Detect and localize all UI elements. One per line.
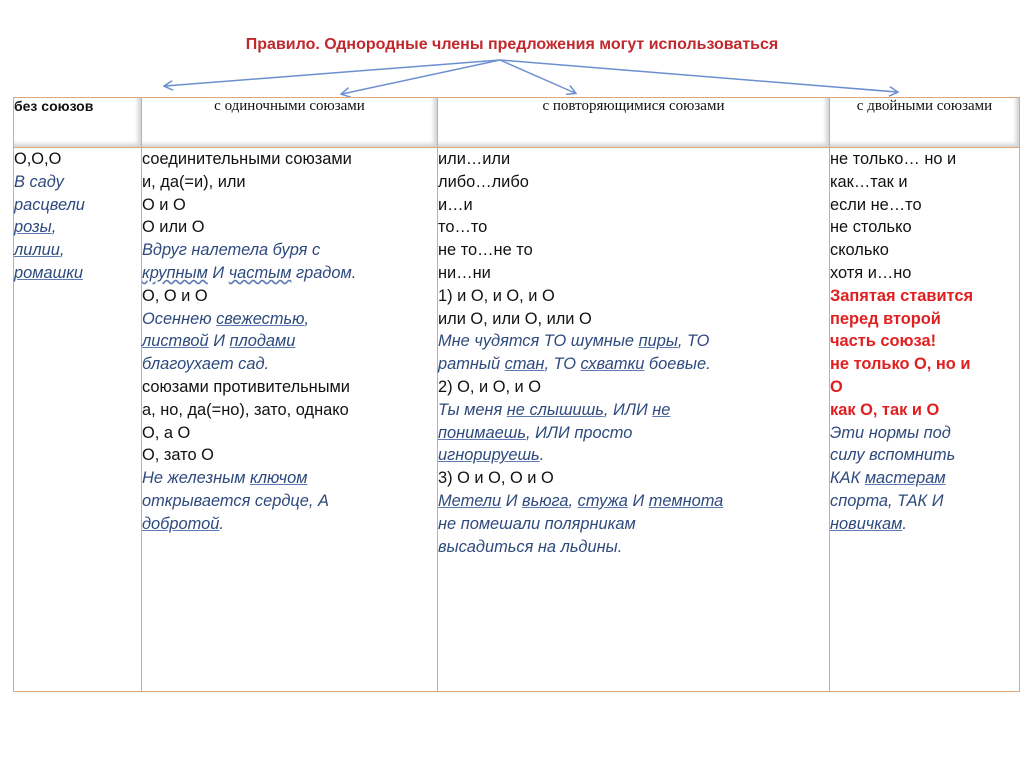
- text-segment: не помешали полярникам: [438, 514, 636, 533]
- text-line: [438, 513, 829, 536]
- text-segment: игнорируешь: [438, 446, 540, 465]
- header-double-conjunctions: с двойными союзами: [830, 98, 1020, 148]
- text-segment: темнота: [648, 491, 724, 510]
- text-line: [142, 330, 437, 353]
- page-title: Правило. Однородные члены предложения могут использоваться: [245, 36, 779, 53]
- text-segment: Мне чудятся ТО шумные: [438, 332, 639, 351]
- text-line: [142, 194, 437, 217]
- text-segment: понимаешь: [438, 423, 526, 442]
- text-segment: не: [652, 400, 671, 419]
- text-line: [438, 330, 829, 353]
- text-segment: О,О,О: [14, 150, 62, 168]
- text-segment: открывается сердце, А: [142, 491, 329, 510]
- text-segment: .: [219, 514, 224, 533]
- cell-no-conjunctions: [14, 148, 142, 692]
- text-segment: И: [501, 491, 523, 510]
- text-segment: благоухает сад.: [142, 355, 270, 374]
- text-segment: Эти нормы под: [830, 423, 951, 442]
- text-line: [142, 490, 437, 513]
- text-segment: розы: [14, 218, 52, 237]
- text-line: [830, 399, 1019, 422]
- text-line: [142, 422, 437, 445]
- header-single-conjunctions: с одиночными союзами: [142, 98, 438, 148]
- text-segment: 3) О и О, О и О: [438, 469, 554, 488]
- text-segment: О и О: [142, 195, 186, 214]
- text-segment: или О, или О, или О: [438, 309, 592, 328]
- text-line: [438, 171, 829, 194]
- text-line: [830, 330, 1019, 353]
- text-line: [438, 148, 829, 171]
- text-line: [142, 171, 437, 194]
- text-line: [438, 422, 829, 445]
- text-line: [438, 536, 829, 559]
- text-segment: лилии: [14, 241, 60, 260]
- text-segment: не только О, но и: [830, 355, 971, 374]
- text-line: [142, 467, 437, 490]
- text-segment: , ИЛИ просто: [525, 423, 633, 442]
- text-segment: стужа: [577, 491, 628, 510]
- text-line: [830, 262, 1019, 285]
- text-segment: ратный: [438, 355, 505, 374]
- text-line: [438, 216, 829, 239]
- text-line: [830, 444, 1019, 467]
- text-line: [142, 513, 437, 536]
- text-line: [438, 376, 829, 399]
- text-line: [142, 353, 437, 376]
- text-segment: высадиться на льдины.: [438, 537, 623, 556]
- text-segment: либо…либо: [438, 172, 529, 191]
- text-segment: частым: [228, 263, 292, 282]
- arrow-2: [342, 60, 500, 94]
- text-segment: И: [627, 491, 649, 510]
- text-segment: .: [539, 446, 545, 465]
- text-line: [830, 513, 1019, 536]
- text-segment: крупным: [142, 263, 208, 282]
- text-segment: не только… но и: [830, 150, 957, 168]
- header-no-conjunctions: без союзов: [14, 98, 142, 148]
- text-line: [14, 239, 141, 262]
- text-segment: 2) О, и О, и О: [438, 377, 542, 396]
- text-segment: ,: [568, 491, 578, 510]
- cell-double-conjunctions: [830, 148, 1020, 692]
- content-row: [14, 148, 1020, 692]
- text-segment: ромашки: [14, 263, 84, 282]
- arrow-1: [165, 60, 500, 86]
- text-line: [438, 239, 829, 262]
- text-segment: , ТО: [544, 355, 581, 374]
- text-line: [830, 239, 1019, 262]
- text-segment: соединительными союзами: [142, 150, 352, 168]
- text-segment: расцвели: [14, 195, 85, 214]
- text-line: [830, 171, 1019, 194]
- text-segment: И: [207, 263, 229, 282]
- text-segment: Метели: [438, 491, 502, 510]
- text-segment: не то…не то: [438, 241, 533, 260]
- text-line: [438, 194, 829, 217]
- text-segment: , ИЛИ: [603, 400, 653, 419]
- text-segment: не слышишь: [506, 400, 604, 419]
- text-segment: 1) и О, и О, и О: [438, 286, 555, 305]
- text-segment: И: [208, 332, 230, 351]
- text-line: [142, 216, 437, 239]
- text-line: [438, 444, 829, 467]
- text-segment: или…или: [438, 150, 511, 168]
- text-segment: КАК: [830, 469, 865, 488]
- text-segment: то…то: [438, 218, 488, 237]
- text-line: [14, 216, 141, 239]
- text-line: [142, 148, 437, 171]
- text-segment: градом.: [291, 263, 357, 282]
- text-line: [14, 194, 141, 217]
- text-line: [438, 399, 829, 422]
- text-segment: добротой: [142, 514, 220, 533]
- text-segment: .: [902, 514, 907, 533]
- header-repeated-conjunctions: с повторяющимися союзами: [438, 98, 830, 148]
- text-segment: а, но, да(=но), зато, однако: [142, 400, 349, 419]
- text-line: [830, 194, 1019, 217]
- text-line: [830, 353, 1019, 376]
- text-segment: Вдруг налетела буря с: [142, 241, 321, 260]
- text-line: [142, 262, 437, 285]
- text-line: [142, 376, 437, 399]
- text-segment: ключом: [250, 469, 308, 488]
- text-segment: ,: [304, 309, 309, 328]
- text-segment: стан: [504, 355, 545, 374]
- text-segment: Ты меня: [438, 400, 507, 419]
- text-segment: ,: [51, 218, 57, 237]
- text-segment: если не…то: [830, 195, 922, 214]
- text-segment: О: [830, 377, 843, 396]
- text-line: [830, 422, 1019, 445]
- text-line: [438, 490, 829, 513]
- text-segment: О, О и О: [142, 286, 208, 305]
- text-line: [438, 467, 829, 490]
- text-segment: союзами противительными: [142, 377, 350, 396]
- text-segment: как О, так и О: [830, 400, 940, 419]
- rules-table: [13, 97, 1020, 692]
- text-line: [438, 353, 829, 376]
- text-line: [830, 490, 1019, 513]
- text-line: [438, 285, 829, 308]
- text-line: [830, 376, 1019, 399]
- text-segment: часть союза!: [830, 332, 937, 351]
- text-line: [830, 216, 1019, 239]
- text-segment: свежестью: [216, 309, 305, 328]
- cell-repeated-conjunctions: [438, 148, 830, 692]
- text-segment: сколько: [830, 241, 889, 260]
- text-line: [14, 262, 141, 285]
- text-line: [438, 262, 829, 285]
- text-segment: О или О: [142, 218, 205, 237]
- text-segment: мастерам: [864, 469, 946, 488]
- text-segment: В саду: [14, 172, 64, 191]
- text-segment: не столько: [830, 218, 912, 237]
- text-line: [830, 467, 1019, 490]
- text-segment: схватки: [580, 355, 645, 374]
- text-segment: и, да(=и), или: [142, 172, 246, 191]
- text-line: [14, 171, 141, 194]
- text-line: [142, 399, 437, 422]
- text-segment: Осеннею: [142, 309, 217, 328]
- text-segment: листвой: [142, 332, 209, 351]
- text-line: [830, 148, 1019, 171]
- branch-arrows: [0, 0, 1024, 100]
- text-segment: плодами: [229, 332, 296, 351]
- text-segment: ни…ни: [438, 263, 491, 282]
- text-segment: пиры: [638, 332, 678, 351]
- text-segment: как…так и: [830, 172, 908, 191]
- text-line: [142, 444, 437, 467]
- text-segment: спорта, ТАК И: [830, 491, 944, 510]
- text-segment: перед второй: [830, 309, 941, 328]
- text-segment: новичкам: [830, 514, 903, 533]
- text-line: [438, 308, 829, 331]
- text-segment: и…и: [438, 195, 473, 214]
- text-line: [830, 308, 1019, 331]
- text-line: [830, 285, 1019, 308]
- text-segment: вьюга: [522, 491, 569, 510]
- text-segment: , ТО: [677, 332, 710, 351]
- text-line: [142, 239, 437, 262]
- text-segment: боевые.: [644, 355, 711, 374]
- text-segment: ,: [59, 241, 65, 260]
- text-segment: силу вспомнить: [830, 446, 956, 465]
- text-segment: хотя и…но: [830, 263, 912, 282]
- text-line: [142, 308, 437, 331]
- text-segment: Не железным: [142, 469, 251, 488]
- text-line: [142, 285, 437, 308]
- text-segment: Запятая ставится: [830, 286, 974, 305]
- header-row: [14, 98, 1020, 148]
- cell-single-conjunctions: [142, 148, 438, 692]
- text-segment: О, а О: [142, 423, 191, 442]
- text-line: [14, 148, 141, 171]
- arrow-4: [500, 60, 897, 92]
- text-segment: О, зато О: [142, 446, 214, 465]
